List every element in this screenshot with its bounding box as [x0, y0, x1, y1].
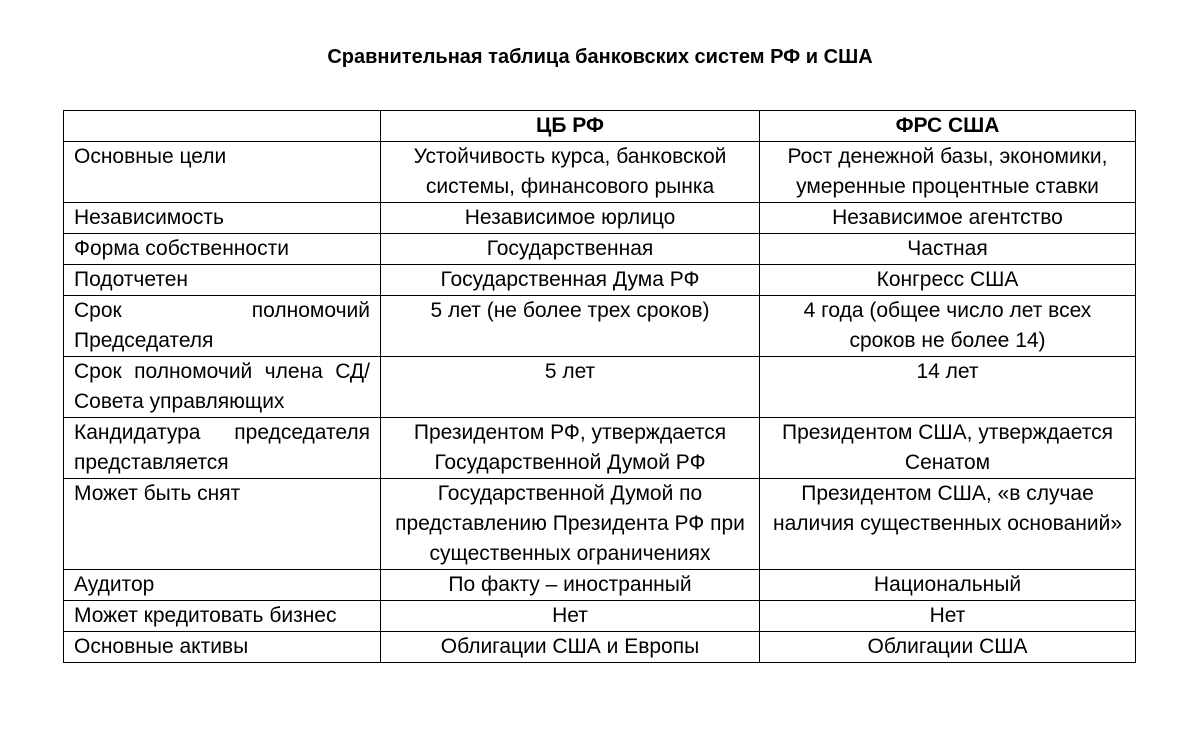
- row-label: Может быть снят: [64, 479, 381, 570]
- cell-cb-rf: Государственная: [381, 234, 760, 265]
- row-label: Форма собственности: [64, 234, 381, 265]
- cell-frs-usa: Рост денежной базы, экономики, умеренные процентные ставки: [760, 142, 1136, 203]
- row-label: Подотчетен: [64, 265, 381, 296]
- header-cell-frs-usa: ФРС США: [760, 111, 1136, 142]
- cell-frs-usa: Частная: [760, 234, 1136, 265]
- cell-cb-rf: Государственная Дума РФ: [381, 265, 760, 296]
- table-header-row: [64, 111, 1136, 142]
- row-label: Может кредитовать бизнес: [64, 601, 381, 632]
- row-label: Основные активы: [64, 632, 381, 663]
- cell-cb-rf: Президентом РФ, утверждается Государственной Думой РФ: [381, 418, 760, 479]
- row-label: Основные цели: [64, 142, 381, 203]
- cell-cb-rf: Независимое юрлицо: [381, 203, 760, 234]
- table-row: [64, 203, 1136, 234]
- cell-cb-rf: Облигации США и Европы: [381, 632, 760, 663]
- row-label: Независимость: [64, 203, 381, 234]
- cell-cb-rf: Устойчивость курса, банковской системы, финансового рынка: [381, 142, 760, 203]
- cell-frs-usa: 4 года (общее число лет всех сроков не более 14): [760, 296, 1136, 357]
- comparison-table: [63, 110, 1136, 663]
- header-cell-cb-rf: ЦБ РФ: [381, 111, 760, 142]
- table-row: [64, 142, 1136, 203]
- table-row: [64, 632, 1136, 663]
- cell-frs-usa: Облигации США: [760, 632, 1136, 663]
- table-row: [64, 357, 1136, 418]
- cell-frs-usa: Президентом США, утверждается Сенатом: [760, 418, 1136, 479]
- document-title: Сравнительная таблица банковских систем РФ и США: [327, 46, 873, 68]
- row-label: Срок полномочий Председателя: [64, 296, 381, 357]
- cell-frs-usa: Независимое агентство: [760, 203, 1136, 234]
- row-label: Срок полномочий члена СД/Совета управляющих: [64, 357, 381, 418]
- cell-frs-usa: Нет: [760, 601, 1136, 632]
- table-row: [64, 418, 1136, 479]
- table-row: [64, 479, 1136, 570]
- row-label: Аудитор: [64, 570, 381, 601]
- table-row: [64, 570, 1136, 601]
- cell-frs-usa: 14 лет: [760, 357, 1136, 418]
- table-row: [64, 601, 1136, 632]
- cell-cb-rf: Нет: [381, 601, 760, 632]
- cell-frs-usa: Президентом США, «в случае наличия существенных оснований»: [760, 479, 1136, 570]
- table-row: [64, 265, 1136, 296]
- cell-cb-rf: 5 лет: [381, 357, 760, 418]
- cell-cb-rf: По факту – иностранный: [381, 570, 760, 601]
- cell-frs-usa: Национальный: [760, 570, 1136, 601]
- cell-cb-rf: Государственной Думой по представлению Президента РФ при существенных ограничениях: [381, 479, 760, 570]
- table-row: [64, 234, 1136, 265]
- header-cell-empty: [64, 111, 381, 142]
- cell-frs-usa: Конгресс США: [760, 265, 1136, 296]
- row-label: Кандидатура председателя представляется: [64, 418, 381, 479]
- cell-cb-rf: 5 лет (не более трех сроков): [381, 296, 760, 357]
- table-row: [64, 296, 1136, 357]
